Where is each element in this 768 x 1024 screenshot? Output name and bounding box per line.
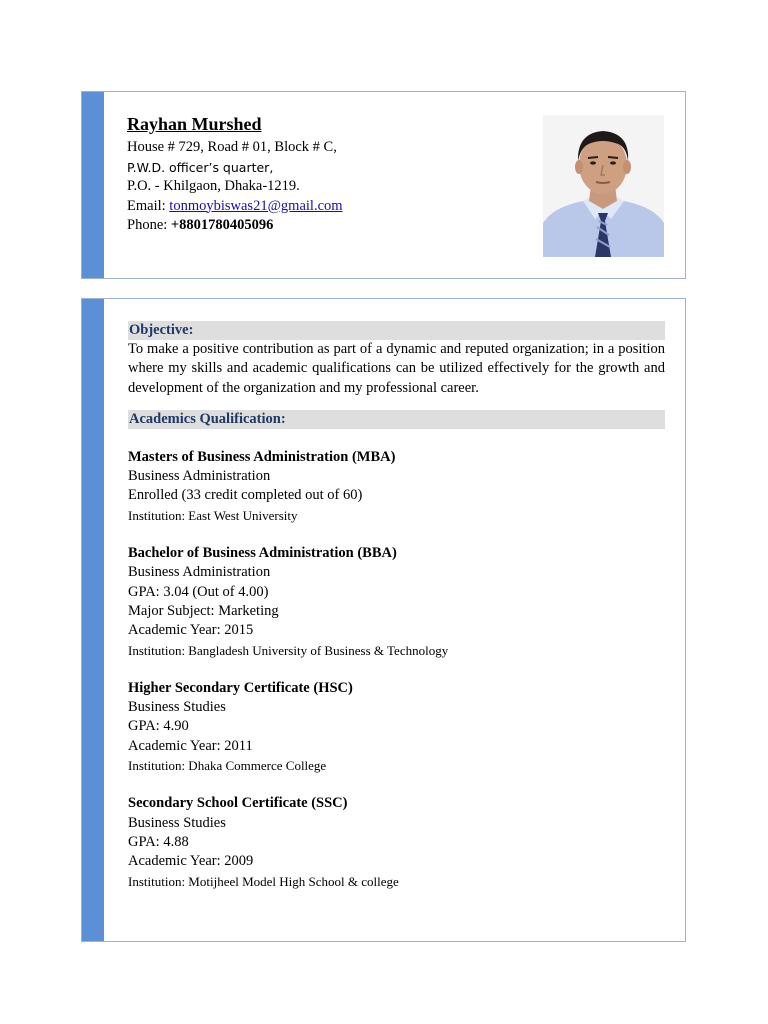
qualification-line: Business Studies bbox=[128, 814, 226, 831]
accent-bar bbox=[82, 92, 104, 278]
qualification-institution: Institution: Bangladesh University of Business & Technology bbox=[128, 642, 449, 658]
profile-photo-svg bbox=[543, 115, 664, 257]
qualification-title: Masters of Business Administration (MBA) bbox=[128, 448, 396, 465]
qualification-line: Major Subject: Marketing bbox=[128, 602, 279, 619]
phone-number: +8801780405096 bbox=[170, 217, 274, 233]
qualification-line: Academic Year: 2009 bbox=[128, 853, 254, 870]
phone-label: Phone: bbox=[127, 217, 171, 233]
qualification-institution: Institution: East West University bbox=[128, 507, 298, 523]
profile-photo bbox=[543, 115, 664, 257]
address-line: P.O. - Khilgaon, Dhaka-1219. bbox=[127, 178, 300, 194]
qualification-title: Higher Secondary Certificate (HSC) bbox=[128, 679, 353, 696]
qualification-line: GPA: 3.04 (Out of 4.00) bbox=[128, 583, 269, 600]
address-line: P.W.D. officer’s quarter, bbox=[127, 159, 274, 175]
qualification-line: Business Administration bbox=[128, 564, 271, 581]
qualification-line: Academic Year: 2015 bbox=[128, 622, 254, 639]
qualification-line: Business Administration bbox=[128, 468, 271, 485]
body-card bbox=[81, 298, 686, 942]
objective-text: To make a positive contribution as part of a dynamic and reputed organization; in a position where my skills and academic qualifications can be utilized effectively for the growth and development of the organization and my professional career. bbox=[128, 341, 665, 396]
qualification-line: Academic Year: 2011 bbox=[128, 737, 253, 754]
qualification-line: GPA: 4.88 bbox=[128, 833, 189, 850]
qualification-line: Business Studies bbox=[128, 699, 226, 716]
qualification-item bbox=[128, 679, 665, 775]
qualification-line: GPA: 4.90 bbox=[128, 718, 189, 735]
qualification-item bbox=[128, 448, 665, 525]
objective-heading bbox=[128, 321, 665, 340]
candidate-name: Rayhan Murshed bbox=[127, 114, 262, 134]
qualification-line: Enrolled (33 credit completed out of 60) bbox=[128, 487, 363, 504]
contact-block bbox=[127, 138, 343, 236]
resume-content bbox=[128, 321, 665, 891]
objective-heading-text: Objective: bbox=[129, 322, 194, 338]
phone-line bbox=[127, 216, 343, 236]
email-label: Email: bbox=[127, 197, 170, 214]
email-link[interactable]: tonmoybiswas21@gmail.com bbox=[169, 197, 343, 214]
academics-heading bbox=[128, 410, 665, 429]
qualification-item bbox=[128, 544, 665, 660]
qualification-institution: Institution: Motijheel Model High School & college bbox=[128, 873, 399, 889]
qualification-title: Secondary School Certificate (SSC) bbox=[128, 795, 348, 812]
qualification-item bbox=[128, 794, 665, 890]
header-card bbox=[81, 91, 686, 279]
email-line bbox=[127, 197, 343, 217]
academics-heading-text: Academics Qualification: bbox=[129, 410, 286, 427]
accent-bar bbox=[82, 299, 104, 941]
qualification-title: Bachelor of Business Administration (BBA) bbox=[128, 545, 397, 562]
address-line: House # 729, Road # 01, Block # C, bbox=[127, 139, 337, 155]
qualification-institution: Institution: Dhaka Commerce College bbox=[128, 758, 327, 774]
